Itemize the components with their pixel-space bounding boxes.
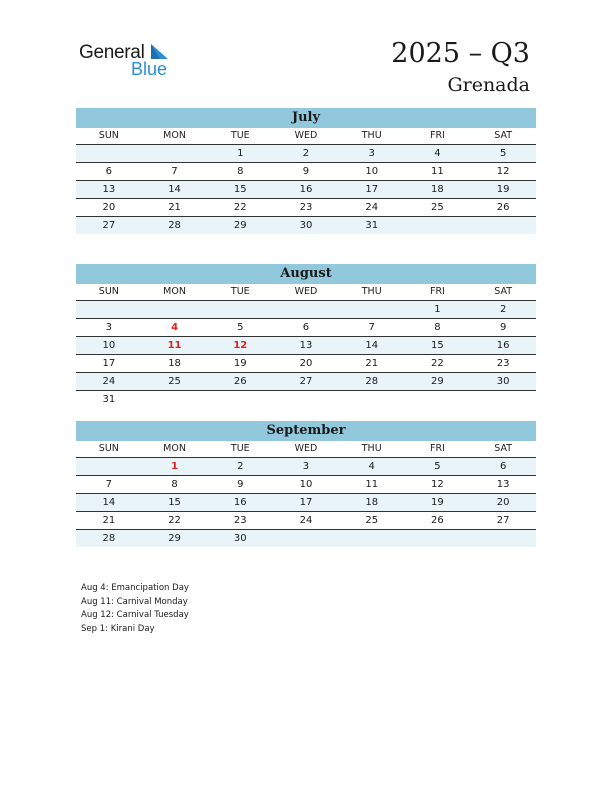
day-cell: 22 (233, 202, 247, 213)
week-row (76, 512, 536, 530)
day-cell (76, 145, 142, 162)
day-cell: 16 (299, 184, 313, 195)
day-cell: 17 (102, 358, 116, 369)
weekday-label: SAT (470, 128, 536, 145)
week-row (76, 217, 536, 234)
day-cell (405, 530, 471, 547)
week-row (76, 458, 536, 476)
day-cell (405, 391, 471, 408)
day-cell: 26 (431, 515, 444, 526)
day-cell: 7 (105, 479, 113, 490)
week-row (76, 494, 536, 512)
week-row (76, 530, 536, 547)
week-row (76, 319, 536, 337)
holiday-notes (81, 582, 189, 636)
day-cell: 5 (499, 148, 507, 159)
day-cell: 29 (168, 533, 181, 544)
day-cell: 20 (299, 358, 313, 369)
day-cell: 9 (499, 322, 507, 333)
day-cell: 1 (434, 304, 441, 315)
day-cell (470, 530, 536, 547)
day-cell: 18 (365, 497, 379, 508)
weekday-label: WED (273, 284, 339, 301)
day-cell: 14 (168, 184, 181, 195)
day-cell (273, 391, 339, 408)
day-cell: 10 (102, 340, 116, 351)
weekday-label: SAT (470, 441, 536, 458)
day-cell: 16 (496, 340, 510, 351)
weekday-header-row (76, 284, 536, 301)
day-cell: 21 (102, 515, 116, 526)
generalblue-logo (79, 42, 189, 82)
day-cell: 9 (302, 166, 310, 177)
week-row (76, 391, 536, 408)
holiday-note: Aug 12: Carnival Tuesday (81, 610, 189, 621)
day-cell: 27 (496, 515, 510, 526)
day-cell: 18 (431, 184, 444, 195)
weekday-label: MON (142, 441, 208, 458)
holiday-day-cell: 12 (233, 340, 248, 351)
day-cell (142, 391, 208, 408)
day-cell: 18 (168, 358, 181, 369)
weekday-label: THU (339, 441, 405, 458)
weekday-label: THU (339, 284, 405, 301)
month-header: July (76, 108, 536, 128)
week-row (76, 145, 536, 163)
month-july (76, 108, 536, 234)
week-row (76, 476, 536, 494)
day-cell: 19 (431, 497, 444, 508)
week-row (76, 163, 536, 181)
day-cell (76, 458, 142, 475)
day-cell: 4 (434, 148, 441, 159)
day-cell: 11 (431, 166, 444, 177)
weekday-label: WED (273, 441, 339, 458)
weekday-label: SAT (470, 284, 536, 301)
day-cell: 19 (233, 358, 247, 369)
day-cell: 16 (233, 497, 247, 508)
day-cell: 26 (233, 376, 247, 387)
day-cell: 20 (102, 202, 116, 213)
month-header: August (76, 264, 536, 284)
weekday-label: TUE (207, 284, 273, 301)
week-row (76, 337, 536, 355)
day-cell: 8 (171, 479, 178, 490)
day-cell: 5 (434, 461, 441, 472)
day-cell: 11 (365, 479, 379, 490)
weekday-label: SUN (76, 284, 142, 301)
day-cell: 27 (299, 376, 313, 387)
day-cell: 13 (102, 184, 116, 195)
month-header: September (76, 421, 536, 441)
week-row (76, 373, 536, 391)
week-row (76, 181, 536, 199)
page-title: 2025 – Q3 (391, 38, 530, 69)
day-cell: 23 (496, 358, 510, 369)
day-cell: 31 (102, 394, 116, 405)
day-cell: 17 (365, 184, 379, 195)
day-cell (76, 301, 142, 318)
weekday-label: MON (142, 284, 208, 301)
day-cell: 24 (299, 515, 313, 526)
day-cell: 9 (237, 479, 244, 490)
day-cell: 7 (171, 166, 178, 177)
day-cell: 27 (102, 220, 116, 231)
day-cell (273, 301, 339, 318)
weekday-label: THU (339, 128, 405, 145)
holiday-day-cell: 1 (171, 461, 179, 472)
day-cell: 30 (496, 376, 510, 387)
day-cell: 30 (233, 533, 247, 544)
day-cell: 3 (105, 322, 113, 333)
day-cell: 25 (365, 515, 379, 526)
day-cell: 22 (431, 358, 444, 369)
day-cell: 8 (237, 166, 244, 177)
holiday-note: Sep 1: Kirani Day (81, 623, 155, 634)
day-cell: 28 (168, 220, 181, 231)
weekday-label: FRI (405, 128, 471, 145)
day-cell: 15 (168, 497, 181, 508)
day-cell: 29 (431, 376, 444, 387)
month-september (76, 421, 536, 547)
day-cell (339, 530, 405, 547)
day-cell: 21 (168, 202, 181, 213)
day-cell: 21 (365, 358, 379, 369)
holiday-day-cell: 4 (171, 322, 179, 333)
day-cell (470, 391, 536, 408)
day-cell (470, 217, 536, 234)
day-cell: 24 (102, 376, 116, 387)
day-cell: 15 (233, 184, 247, 195)
weekday-label: MON (142, 128, 208, 145)
week-row (76, 301, 536, 319)
day-cell (339, 301, 405, 318)
day-cell: 14 (365, 340, 379, 351)
week-row (76, 199, 536, 217)
day-cell: 31 (365, 220, 379, 231)
day-cell: 26 (496, 202, 510, 213)
day-cell: 4 (368, 461, 375, 472)
logo-triangle-icon (149, 44, 169, 60)
day-cell: 22 (168, 515, 181, 526)
day-cell (207, 391, 273, 408)
day-cell (339, 391, 405, 408)
day-cell: 28 (365, 376, 379, 387)
day-cell: 23 (299, 202, 313, 213)
day-cell: 6 (105, 166, 113, 177)
day-cell: 12 (496, 166, 510, 177)
day-cell: 3 (302, 461, 310, 472)
day-cell (405, 217, 471, 234)
day-cell: 30 (299, 220, 313, 231)
weekday-header-row (76, 128, 536, 145)
holiday-note: Aug 11: Carnival Monday (81, 596, 188, 607)
page-subtitle: Grenada (447, 74, 530, 96)
day-cell (273, 530, 339, 547)
day-cell: 10 (299, 479, 313, 490)
logo-text-blue: Blue (131, 59, 168, 79)
day-cell: 12 (431, 479, 444, 490)
day-cell: 13 (496, 479, 510, 490)
day-cell: 19 (496, 184, 510, 195)
day-cell: 25 (168, 376, 181, 387)
weekday-label: FRI (405, 441, 471, 458)
day-cell: 28 (102, 533, 116, 544)
day-cell (142, 301, 208, 318)
logo-text-general: General (79, 42, 145, 63)
day-cell: 14 (102, 497, 116, 508)
day-cell: 17 (299, 497, 313, 508)
holiday-note: Aug 4: Emancipation Day (81, 583, 189, 593)
weekday-label: WED (273, 128, 339, 145)
weekday-header-row (76, 441, 536, 458)
day-cell: 20 (496, 497, 510, 508)
day-cell: 23 (233, 515, 247, 526)
day-cell: 3 (368, 148, 375, 159)
weekday-label: FRI (405, 284, 471, 301)
day-cell: 10 (365, 166, 379, 177)
month-august (76, 264, 536, 408)
day-cell: 5 (237, 322, 244, 333)
day-cell: 7 (368, 322, 375, 333)
day-cell: 6 (499, 461, 507, 472)
weekday-label: SUN (76, 128, 142, 145)
weekday-label: TUE (207, 441, 273, 458)
day-cell: 2 (499, 304, 507, 315)
day-cell: 6 (302, 322, 310, 333)
day-cell (207, 301, 273, 318)
day-cell: 24 (365, 202, 379, 213)
day-cell: 2 (302, 148, 310, 159)
day-cell: 25 (431, 202, 444, 213)
weekday-label: SUN (76, 441, 142, 458)
day-cell (142, 145, 208, 162)
day-cell: 2 (237, 461, 244, 472)
day-cell: 15 (431, 340, 444, 351)
day-cell: 29 (233, 220, 247, 231)
holiday-day-cell: 11 (167, 340, 182, 351)
weekday-label: TUE (207, 128, 273, 145)
day-cell: 1 (237, 148, 244, 159)
day-cell: 13 (299, 340, 313, 351)
week-row (76, 355, 536, 373)
day-cell: 8 (434, 322, 441, 333)
